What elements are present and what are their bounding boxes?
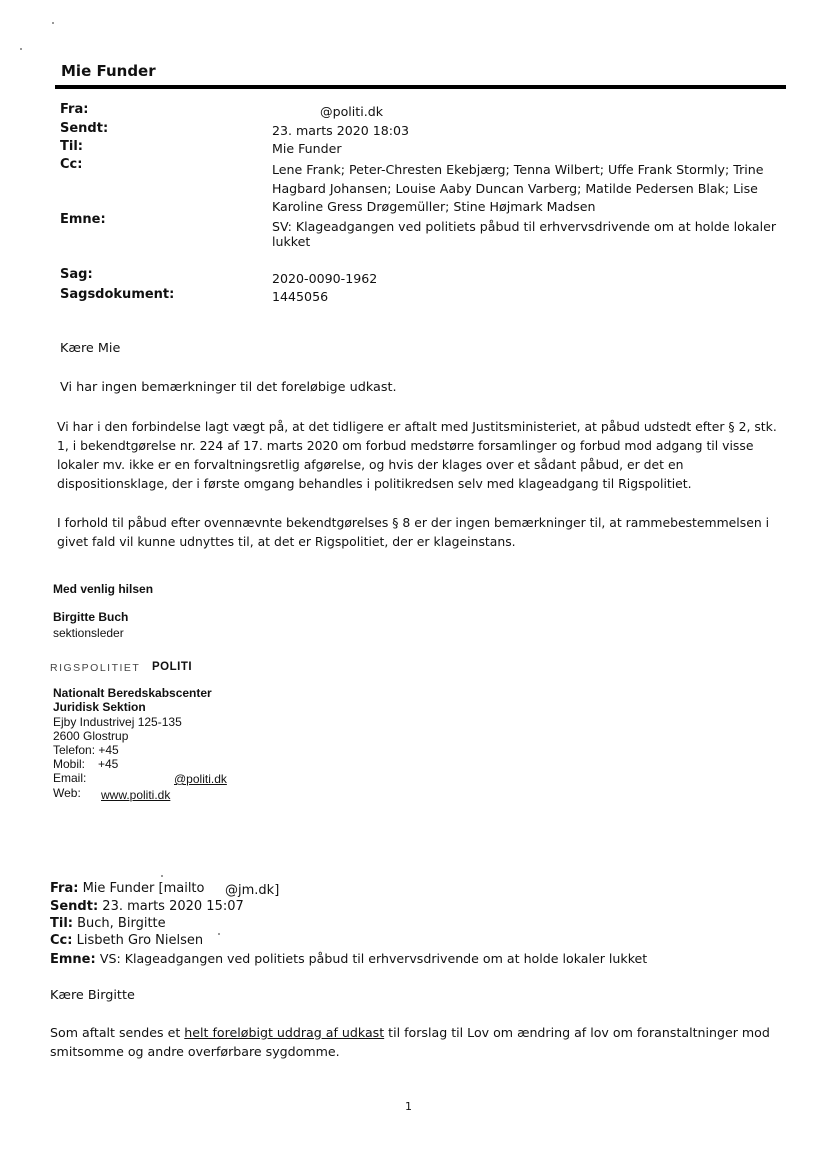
email-label: Email: [53, 771, 87, 785]
sent-value: 23. marts 2020 18:03 [272, 123, 410, 138]
fwd-sent-label: Sendt: [50, 899, 99, 914]
to-value: Mie Funder [272, 141, 342, 156]
fwd-paragraph-line: smitsomme og andre overførbare sygdomme. [50, 1044, 340, 1059]
subject-line: SV: Klageadgangen ved politiets påbud til erhvervsdrivende om at holde lokaler [272, 219, 777, 234]
case-document-value: 1445056 [272, 289, 329, 304]
address-line: 2600 Glostrup [53, 729, 129, 743]
scan-speck [52, 22, 54, 24]
web-label: Web: [53, 786, 81, 800]
case-value: 2020-0090-1962 [272, 271, 378, 286]
scan-speck [161, 875, 163, 877]
phone: Telefon: +45 [53, 743, 119, 757]
fwd-from-value: Mie Funder [mailto [82, 881, 205, 896]
page-number: 1 [405, 1100, 412, 1113]
scan-speck [218, 933, 220, 935]
fwd-cc-label: Cc: [50, 933, 73, 948]
fwd-from-label: Fra: [50, 881, 79, 896]
mobile-label: Mobil: [53, 757, 86, 771]
closing: Med venlig hilsen [53, 582, 154, 596]
department: Juridisk Sektion [53, 700, 146, 714]
body-paragraph-line: lokaler mv. ikke er en forvaltningsretlig afgørelse, og hvis der klages over et sådant påbud, er det en [57, 457, 684, 472]
greeting: Kære Mie [60, 341, 121, 356]
scan-speck [20, 48, 22, 50]
fwd-sent-value: 23. marts 2020 15:07 [102, 899, 244, 914]
address-line: Ejby Industrivej 125-135 [53, 715, 182, 729]
case-document-label: Sagsdokument: [60, 287, 175, 302]
case-label: Sag: [60, 267, 93, 282]
organisation: Nationalt Beredskabscenter [53, 686, 212, 700]
from-label: Fra: [60, 102, 89, 117]
fwd-subject-value: VS: Klageadgangen ved politiets påbud til erhvervsdrivende om at holde lokaler lukket [99, 951, 648, 966]
body-paragraph-line: Vi har i den forbindelse lagt vægt på, at det tidligere er aftalt med Justitsministeriet, at påbud udstedt efter § 2, stk. [57, 419, 777, 434]
cc-line: Hagbard Johansen; Louise Aaby Duncan Varberg; Matilde Pedersen Blak; Lise [272, 181, 758, 196]
body-paragraph-line: givet fald vil kunne udnyttes til, at det er Rigspolitiet, der er klageinstans. [57, 534, 516, 549]
fwd-cc-value: Lisbeth Gro Nielsen [76, 933, 204, 948]
body-paragraph-line: 1, i bekendtgørelse nr. 224 af 17. marts 2020 om forbud medstørre forsamlinger og forbud mod adgang til visse [57, 438, 754, 453]
subject-label: Emne: [60, 212, 106, 227]
fwd-from-domain: @jm.dk] [225, 883, 280, 898]
subject-line: lukket [272, 234, 311, 249]
from-value: @politi.dk [320, 104, 384, 119]
cc-line: Karoline Gress Drøgemüller; Stine Højmark Madsen [272, 199, 596, 214]
email-title: Mie Funder [61, 62, 156, 80]
cc-label: Cc: [60, 157, 83, 172]
fwd-paragraph-start: Som aftalt sendes et [50, 1025, 185, 1040]
email-link[interactable]: @politi.dk [174, 772, 227, 786]
web-link[interactable]: www.politi.dk [101, 788, 171, 802]
fwd-to-value: Buch, Birgitte [77, 916, 166, 931]
fwd-paragraph-rest: til forslag til Lov om ændring af lov om foranstaltninger mod [384, 1025, 770, 1040]
draft-excerpt-link[interactable]: helt foreløbigt uddrag af udkast [184, 1025, 385, 1040]
cc-line: Lene Frank; Peter-Chresten Ekebjærg; Tenna Wilbert; Uffe Frank Stormly; Trine [272, 162, 764, 177]
body-paragraph: Vi har ingen bemærkninger til det foreløbige udkast. [60, 380, 397, 395]
signer-name: Birgitte Buch [53, 610, 129, 624]
title-rule [55, 85, 786, 89]
sent-label: Sendt: [60, 121, 109, 136]
signer-role: sektionsleder [53, 626, 124, 640]
fwd-subject-label: Emne: [50, 952, 96, 967]
body-paragraph-line: dispositionsklage, der i første omgang behandles i politikredsen selv med klageadgang til Rigspolitiet. [57, 476, 692, 491]
fwd-greeting: Kære Birgitte [50, 988, 135, 1003]
to-label: Til: [60, 139, 83, 154]
mobile-value: +45 [98, 757, 119, 771]
rigspolitiet-logo: RIGSPOLITIET [50, 662, 141, 674]
fwd-to-label: Til: [50, 916, 73, 931]
body-paragraph-line: I forhold til påbud efter ovennævnte bekendtgørelses § 8 er der ingen bemærkninger til, at rammebestemmelsen i [57, 515, 770, 530]
politi-logo: POLITI [152, 661, 193, 673]
